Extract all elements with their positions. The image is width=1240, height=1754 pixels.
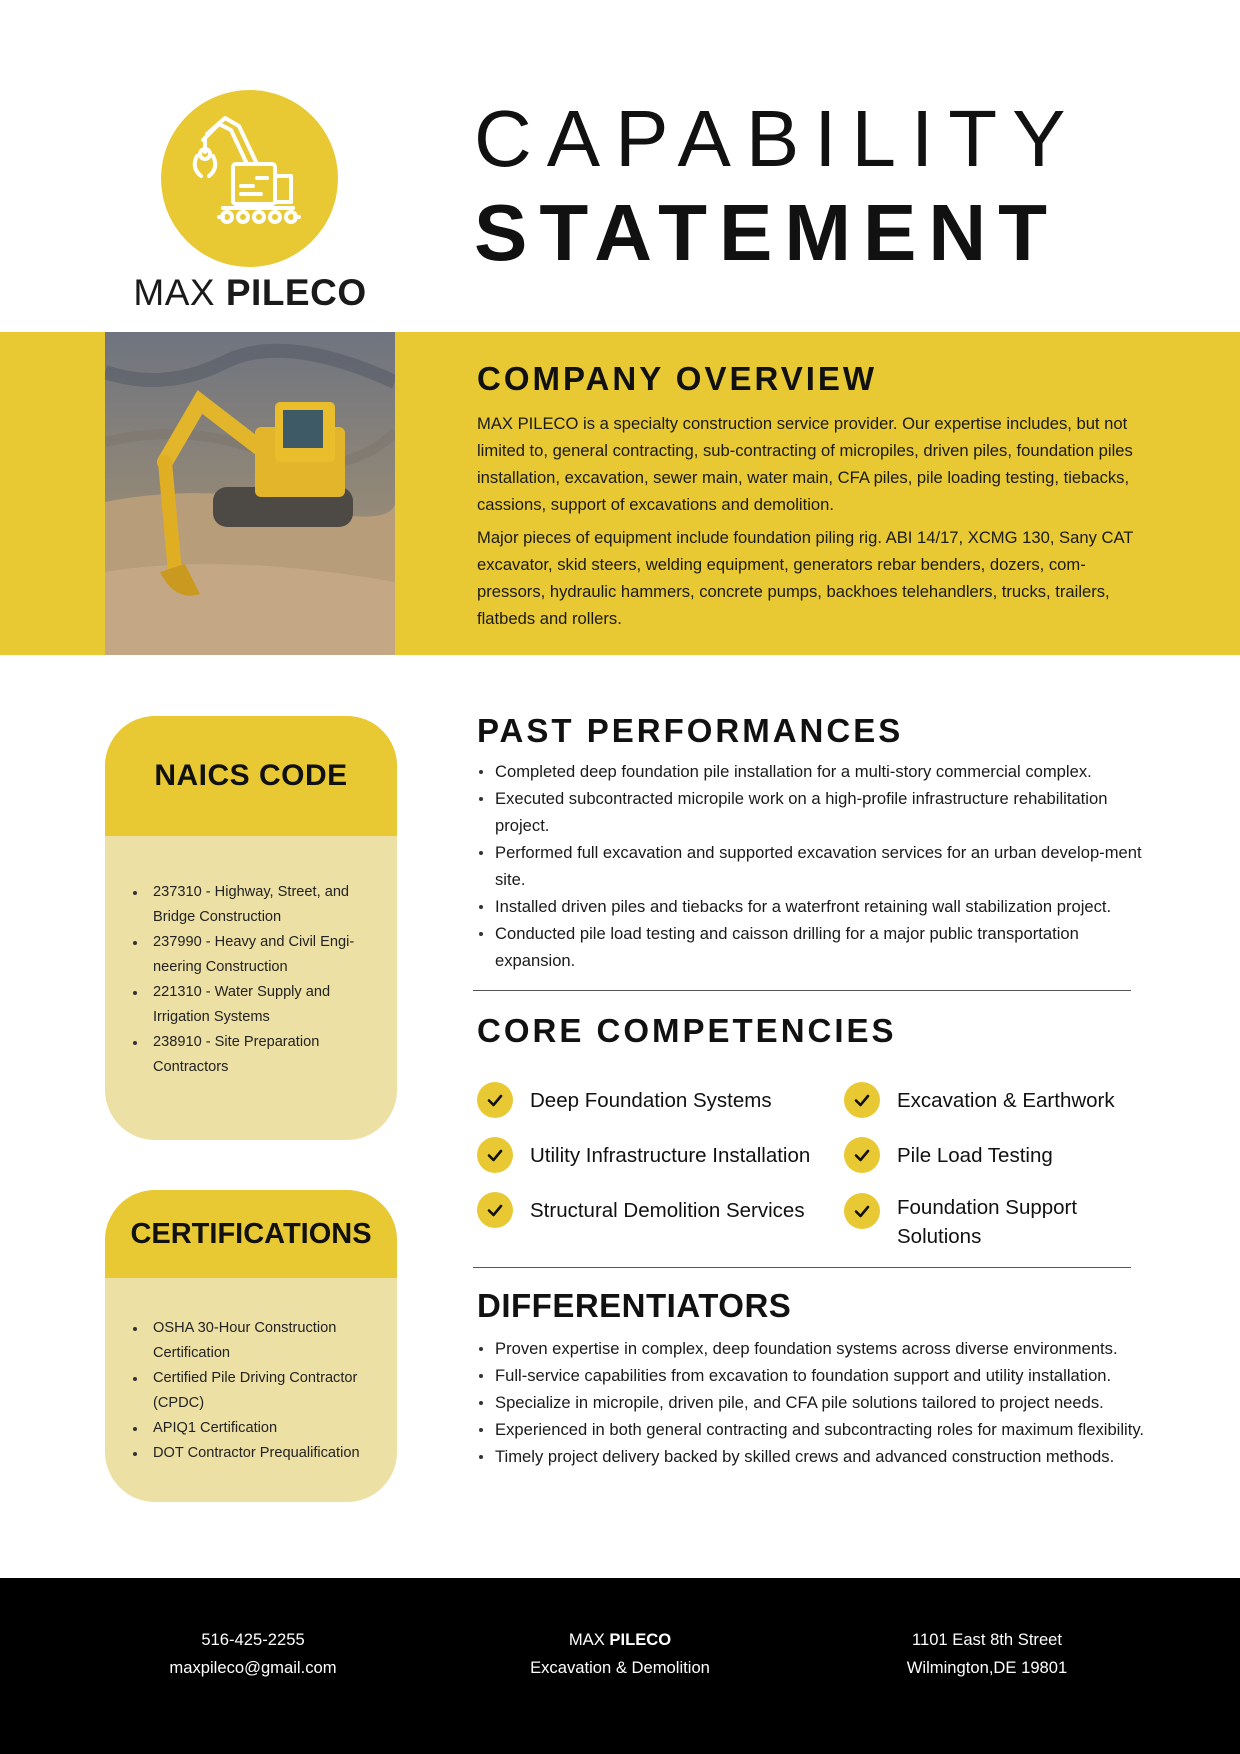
competency-label: Excavation & Earthwork xyxy=(897,1089,1115,1112)
competency-item xyxy=(477,1141,840,1173)
brand-name-bold: PILECO xyxy=(225,272,367,313)
title-line-2: STATEMENT xyxy=(474,188,1059,277)
checkmark-icon xyxy=(844,1193,880,1229)
certifications-list xyxy=(105,1278,397,1466)
brand-name-light: MAX xyxy=(133,272,216,313)
footer-company xyxy=(460,1626,780,1682)
competency-item xyxy=(844,1141,1137,1173)
list-item: Proven expertise in complex, deep foundation systems across diverse environments. xyxy=(477,1335,1157,1362)
differentiators-heading: DIFFERENTIATORS xyxy=(477,1287,792,1324)
footer-phone[interactable]: 516-425-2255 xyxy=(201,1630,305,1649)
footer-contact xyxy=(93,1626,413,1682)
title-line-1: CAPABILITY xyxy=(474,94,1081,183)
differentiators-list xyxy=(477,1335,1157,1470)
excavator-image xyxy=(105,332,395,655)
competency-item xyxy=(477,1086,830,1118)
checkmark-icon xyxy=(844,1082,880,1118)
list-item: 237990 - Heavy and Civil Engi-neering Construction xyxy=(153,930,379,980)
checkmark-icon xyxy=(477,1192,513,1228)
list-item: Timely project delivery backed by skilled crews and advanced construction methods. xyxy=(477,1443,1157,1470)
list-item: 237310 - Highway, Street, and Bridge Construction xyxy=(153,880,379,930)
list-item: DOT Contractor Prequalification xyxy=(153,1441,379,1466)
naics-list xyxy=(105,836,397,1080)
competency-item xyxy=(477,1196,830,1228)
list-item: Performed full excavation and supported excavation services for an urban develop-ment site. xyxy=(477,839,1157,893)
list-item: APIQ1 Certification xyxy=(153,1416,379,1441)
competency-label: Pile Load Testing xyxy=(897,1144,1053,1167)
checkmark-icon xyxy=(844,1137,880,1173)
core-competencies-heading: CORE COMPETENCIES xyxy=(477,1012,897,1049)
list-item: Specialize in micropile, driven pile, and CFA pile solutions tailored to project needs. xyxy=(477,1389,1157,1416)
list-item: 221310 - Water Supply and Irrigation Systems xyxy=(153,980,379,1030)
overview-paragraph-2: Major pieces of equipment include foundation piling rig. ABI 14/17, XCMG 130, Sany CAT excavator, skid steers, welding equipment, generators rebar benders, dozers, com-pressors, hydraulic hammers, concrete pumps, backhoes telehandlers, trucks, trailers, flatbeds and rollers. xyxy=(477,528,1134,628)
footer-address xyxy=(827,1626,1147,1682)
section-divider xyxy=(473,1267,1131,1268)
footer-email[interactable]: maxpileco@gmail.com xyxy=(169,1658,337,1677)
footer-company-light: MAX xyxy=(568,1630,605,1649)
checkmark-icon xyxy=(477,1082,513,1118)
list-item: Completed deep foundation pile installation for a multi-story commercial complex. xyxy=(477,758,1157,785)
competency-item xyxy=(844,1193,1107,1251)
certifications-card xyxy=(105,1190,397,1502)
list-item: OSHA 30-Hour Construction Certification xyxy=(153,1316,379,1366)
footer-tagline: Excavation & Demolition xyxy=(530,1658,710,1677)
footer-address-line-1: 1101 East 8th Street xyxy=(911,1630,1063,1649)
excavator-logo-icon xyxy=(161,90,338,267)
list-item: Experienced in both general contracting and subcontracting roles for maximum flexibility. xyxy=(477,1416,1157,1443)
overview-heading: COMPANY OVERVIEW xyxy=(477,360,878,397)
logo-badge xyxy=(161,90,338,267)
section-divider xyxy=(473,990,1131,991)
excavator-photo xyxy=(105,332,395,655)
list-item: Executed subcontracted micropile work on a high-profile infrastructure rehabilitation project. xyxy=(477,785,1157,839)
competency-label: Foundation Support Solutions xyxy=(897,1196,1078,1248)
past-performances-heading: PAST PERFORMANCES xyxy=(477,712,904,749)
list-item: Conducted pile load testing and caisson drilling for a major public transportation expansion. xyxy=(477,920,1157,974)
brand-wordmark xyxy=(100,272,400,314)
certifications-heading: CERTIFICATIONS xyxy=(105,1190,397,1278)
checkmark-icon xyxy=(477,1137,513,1173)
competency-label: Deep Foundation Systems xyxy=(530,1089,772,1112)
competency-label: Structural Demolition Services xyxy=(530,1199,805,1222)
footer-company-bold: PILECO xyxy=(609,1630,672,1649)
footer xyxy=(0,1578,1240,1754)
naics-card xyxy=(105,716,397,1140)
competency-label: Utility Infrastructure Installation xyxy=(530,1144,811,1167)
overview-body xyxy=(477,410,1137,632)
competency-item xyxy=(844,1086,1137,1118)
list-item: Installed driven piles and tiebacks for a waterfront retaining wall stabilization project. xyxy=(477,893,1157,920)
naics-heading: NAICS CODE xyxy=(105,716,397,836)
footer-company-name xyxy=(460,1626,780,1654)
list-item: Certified Pile Driving Contractor (CPDC) xyxy=(153,1366,379,1416)
footer-address-line-2: Wilmington,DE 19801 xyxy=(906,1658,1068,1677)
list-item: 238910 - Site Preparation Contractors xyxy=(153,1030,379,1080)
overview-paragraph-1: MAX PILECO is a specialty construction service provider. Our expertise includes, but not limited to, general contracting, sub-contracting of micropiles, driven piles, foundation piles installation, excavation, sewer main, water main, CFA piles, pile loading testing, tiebacks, cassions, support of excavations and demolition. xyxy=(477,414,1133,514)
list-item: Full-service capabilities from excavation to foundation support and utility installation. xyxy=(477,1362,1157,1389)
past-performances-list xyxy=(477,758,1157,974)
